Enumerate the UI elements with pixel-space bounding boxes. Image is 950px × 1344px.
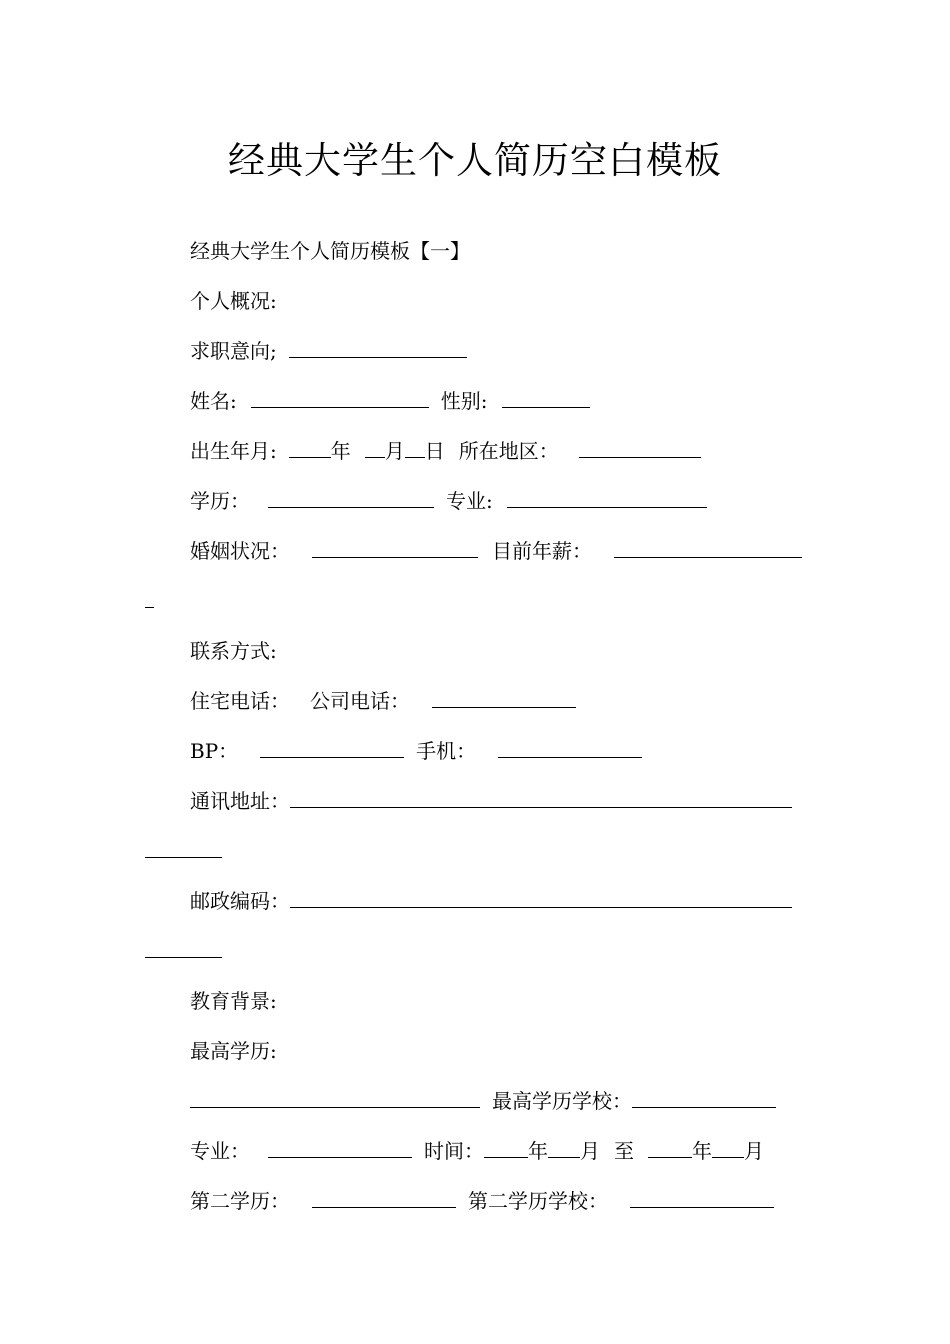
- education-major-row: [190, 488, 707, 514]
- name-label: 姓名:: [190, 389, 237, 413]
- second-school-label: 第二学历学校：: [468, 1189, 608, 1213]
- section-education: 教育背景:: [190, 989, 277, 1013]
- address-blank-tail[interactable]: [145, 839, 222, 858]
- salary-label: 目前年薪：: [492, 539, 592, 563]
- major2-label: 专业：: [190, 1139, 250, 1163]
- job-intent-label: 求职意向;: [190, 339, 277, 363]
- bp-mobile-row: [190, 738, 642, 764]
- highest-degree-blank[interactable]: [190, 1089, 480, 1108]
- to-label: 至: [614, 1139, 634, 1163]
- job-intent-row: [190, 338, 467, 364]
- gender-label: 性别:: [440, 389, 488, 413]
- birth-label: 出生年月:: [190, 439, 277, 463]
- education-blank[interactable]: [268, 489, 434, 508]
- address-blank[interactable]: [290, 789, 792, 808]
- region-blank[interactable]: [579, 439, 701, 458]
- second-degree-label: 第二学历：: [190, 1189, 290, 1213]
- salary-blank-continued: [145, 588, 154, 614]
- start-year-blank[interactable]: [484, 1139, 528, 1158]
- highest-degree-label: 最高学历:: [190, 1039, 277, 1063]
- job-intent-blank[interactable]: [289, 339, 467, 358]
- end-year-label: 年: [692, 1139, 712, 1163]
- birth-region-row: [190, 438, 701, 464]
- mobile-blank[interactable]: [498, 739, 642, 758]
- postcode-blank-continued: [145, 938, 222, 964]
- time-label: 时间：: [424, 1139, 484, 1163]
- address-blank-continued: [145, 838, 222, 864]
- highest-school-blank[interactable]: [632, 1089, 776, 1108]
- name-blank[interactable]: [251, 389, 429, 408]
- postcode-label: 邮政编码：: [190, 889, 290, 913]
- region-label: 所在地区：: [458, 439, 559, 463]
- education-label: 学历：: [190, 489, 250, 513]
- salary-blank-tail[interactable]: [145, 589, 154, 608]
- end-month-blank[interactable]: [712, 1139, 744, 1158]
- bp-blank[interactable]: [260, 739, 404, 758]
- marital-salary-row: [190, 538, 802, 564]
- bp-label: BP：: [190, 739, 239, 763]
- start-month-label: 月: [580, 1139, 600, 1163]
- month-label: 月: [384, 439, 405, 463]
- end-year-blank[interactable]: [648, 1139, 692, 1158]
- salary-blank[interactable]: [614, 539, 802, 558]
- major-blank[interactable]: [507, 489, 707, 508]
- phone-row: [190, 688, 576, 714]
- document-title: 经典大学生个人简历空白模板: [228, 139, 722, 182]
- start-month-blank[interactable]: [548, 1139, 580, 1158]
- postcode-blank-tail[interactable]: [145, 939, 222, 958]
- major-label: 专业:: [446, 489, 493, 513]
- name-gender-row: [190, 388, 590, 414]
- gender-blank[interactable]: [502, 389, 590, 408]
- company-phone-blank[interactable]: [432, 689, 576, 708]
- address-label: 通讯地址：: [190, 789, 290, 813]
- highest-degree-row: [190, 1088, 776, 1114]
- postcode-row: [190, 888, 792, 914]
- section-overview: 个人概况:: [190, 289, 277, 313]
- marital-label: 婚姻状况：: [190, 539, 290, 563]
- section-contact: 联系方式:: [190, 639, 277, 663]
- home-phone-label: 住宅电话：: [190, 689, 290, 713]
- birth-year-blank[interactable]: [289, 439, 331, 458]
- mobile-label: 手机：: [416, 739, 477, 763]
- highest-school-label: 最高学历学校：: [492, 1089, 632, 1113]
- birth-day-blank[interactable]: [405, 439, 425, 458]
- postcode-blank[interactable]: [290, 889, 792, 908]
- second-degree-blank[interactable]: [312, 1189, 456, 1208]
- birth-month-blank[interactable]: [365, 439, 385, 458]
- marital-blank[interactable]: [312, 539, 478, 558]
- end-month-label: 月: [744, 1139, 764, 1163]
- address-row: [190, 788, 792, 814]
- start-year-label: 年: [528, 1139, 548, 1163]
- major2-blank[interactable]: [268, 1139, 412, 1158]
- day-label: 日: [424, 439, 445, 463]
- company-phone-label: 公司电话：: [310, 689, 410, 713]
- year-label: 年: [330, 439, 351, 463]
- second-degree-row: [190, 1188, 774, 1214]
- major-time-row: [190, 1138, 764, 1164]
- template-subtitle: 经典大学生个人简历模板【一】: [190, 239, 470, 263]
- second-school-blank[interactable]: [630, 1189, 774, 1208]
